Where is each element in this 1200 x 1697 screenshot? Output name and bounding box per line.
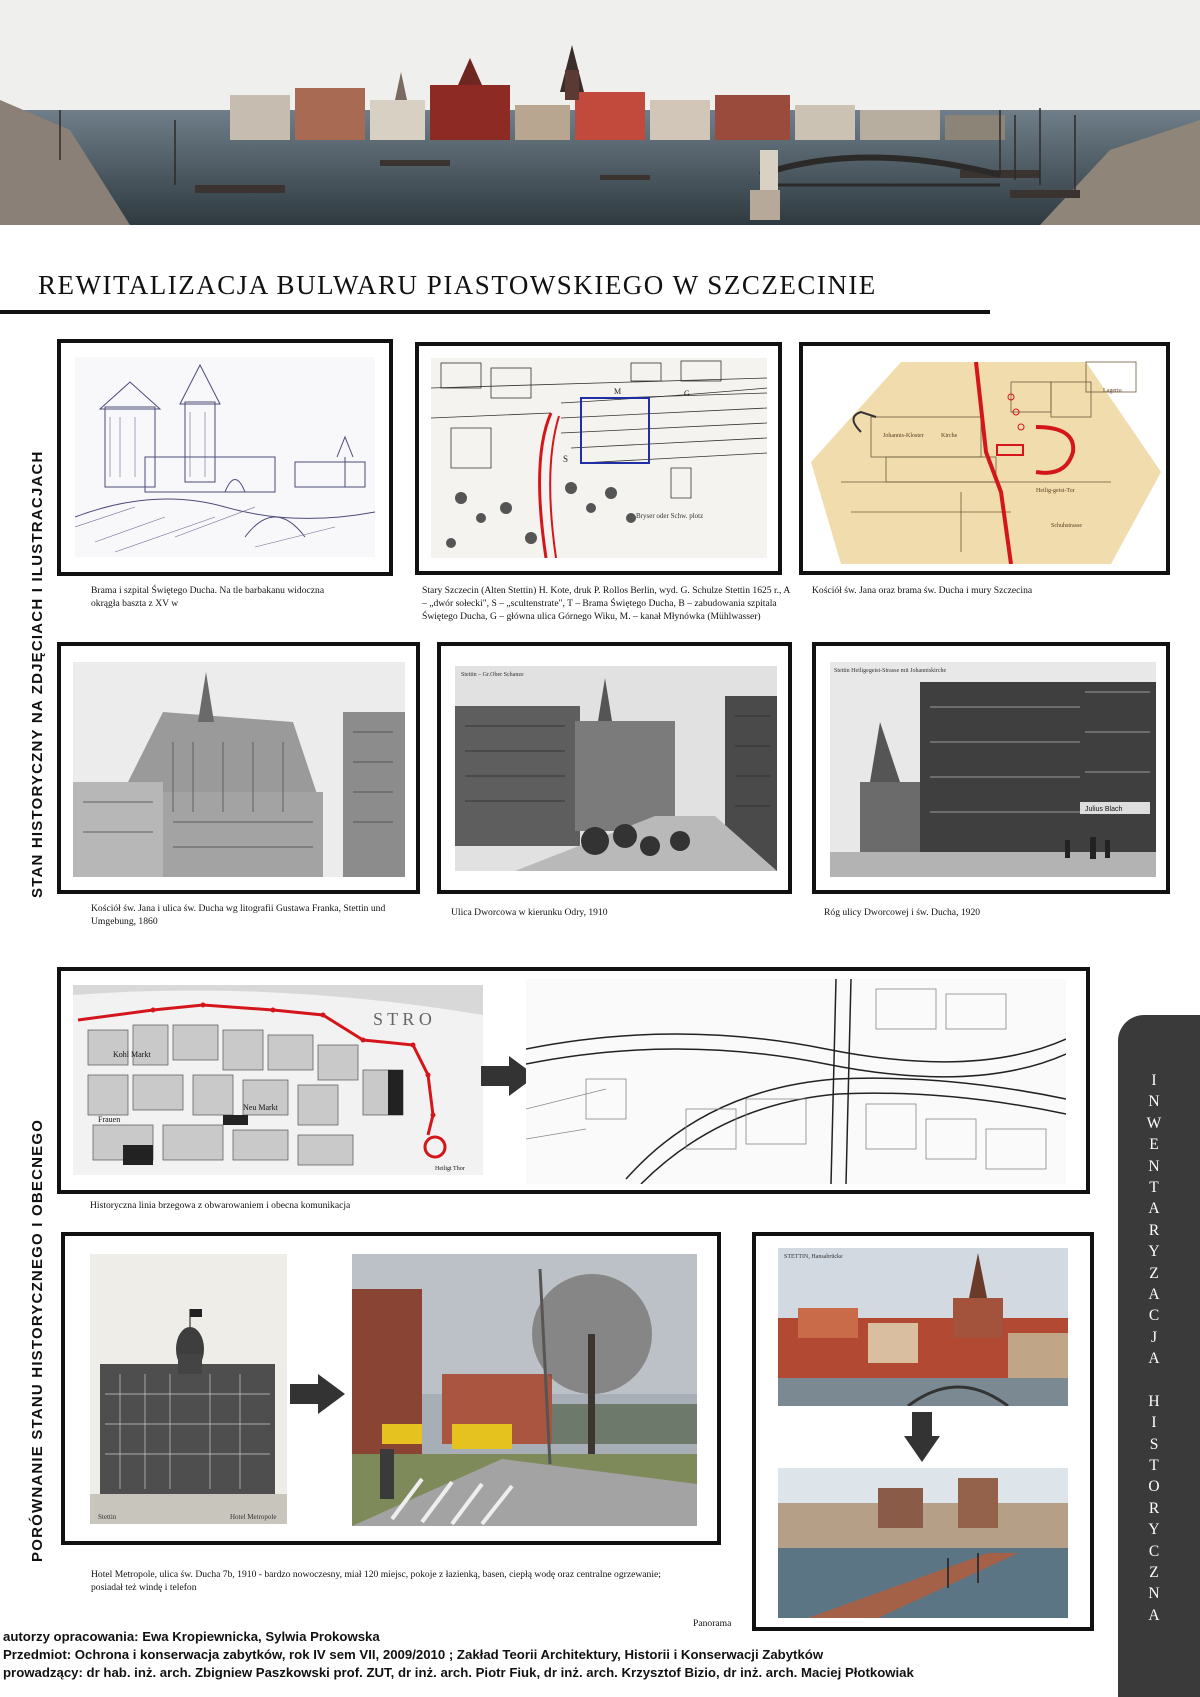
section-label-historical: STAN HISTORYCZNY NA ZDJĘCIACH I ILUSTRACJACH <box>29 450 46 898</box>
frame-shoreline-maps <box>57 967 1090 1194</box>
frame-corner-1920 <box>812 642 1170 894</box>
caption-hotel: Hotel Metropole, ulica św. Ducha 7b, 1910 - bardzo nowoczesny, miał 120 miejsc, pokoje z łazienką, basen, ciepłą wodę oraz centralne ogrzewanie; posiadał też windę i telefon <box>91 1569 661 1593</box>
frame-street-1910 <box>437 642 792 894</box>
title-underline <box>0 310 990 314</box>
frame-church-litho <box>57 642 420 894</box>
caption-street-1910: Ulica Dworcowa w kierunku Odry, 1910 <box>451 907 608 918</box>
panorama-label-hist: STETTIN, Hansabrücke <box>784 1254 843 1260</box>
church-plan-image <box>811 352 1161 564</box>
caption-old-map: Stary Szczecin (Alten Stettin) H. Kote, druk P. Rollos Berlin, wyd. G. Schulze Stettin 1625 r., A – „dwór sołecki", S – „scultenstrate", T – Brama Świętego Ducha, B – zabudowania szpitala Świętego Ducha, G – główna ulica Górnego Wiku, M. – kanał Młynówka (Mühlwasser) <box>422 585 790 622</box>
footer-authors: autorzy opracowania: Ewa Kropiewnicka, Sylwia Prokowska <box>3 1629 380 1644</box>
corner-1920-image <box>830 662 1156 877</box>
map-label-m: M <box>614 387 622 396</box>
hotel-historic-image <box>90 1254 287 1524</box>
caption-church-litho: Kościół św. Jana i ulica św. Ducha wg litografii Gustawa Franka, Stettin und Umgebung, 1860 <box>91 903 386 927</box>
plan-label-str: Schuhstrasse <box>1051 523 1082 529</box>
panorama-banner <box>0 0 1200 225</box>
hotel-label-city: Stettin <box>98 1513 117 1521</box>
page-title: REWITALIZACJA BULWARU PIASTOWSKIEGO W SZCZECINIE <box>38 270 877 300</box>
frame-church-plan <box>799 342 1170 575</box>
old-map-image <box>431 358 767 558</box>
current-map-image <box>526 979 1066 1184</box>
map-label-tor: Heiligt Thor <box>435 1166 465 1172</box>
church-litho-image <box>73 662 405 877</box>
caption-panorama: Panorama <box>693 1618 732 1629</box>
caption-corner-1920: Róg ulicy Dworcowej i św. Ducha, 1920 <box>824 907 981 918</box>
caption-gate: Brama i szpital Świętego Ducha. Na tle barbakanu widoczna okrągła baszta z XV w <box>91 585 325 609</box>
photo-label-street: Stettin – Gr.Ober Schanze <box>461 672 524 678</box>
historic-map-image <box>73 985 483 1175</box>
panorama-current-image <box>778 1468 1068 1618</box>
map-label-kohl: Kohl Markt <box>113 1050 151 1059</box>
plan-label-r: Lagerio <box>1103 388 1122 394</box>
map-label-frauen: Frauen <box>98 1115 121 1124</box>
map-label-g: G <box>684 389 690 398</box>
photo-label-corner: Stettin Heiligegeist-Strasse mit Johanniskirche <box>834 668 947 674</box>
frame-old-map <box>415 342 782 575</box>
panorama-historic-image <box>778 1248 1068 1406</box>
plan-label-kirche: Kirche <box>941 433 958 439</box>
map-label-neu: Neu Markt <box>243 1103 278 1112</box>
map-label-plot: Bryser oder Schw. plotz <box>636 512 704 520</box>
caption-shoreline: Historyczna linia brzegowa z obwarowaniem i obecna komunikacja <box>90 1200 351 1211</box>
side-tab-text: I N W E N T A R Y Z A C J A H I S T O R Y C Z N A <box>1146 1072 1162 1624</box>
arrow-down-icon <box>904 1412 940 1462</box>
plan-label-gate: Heilig-geist-Tor <box>1036 488 1075 494</box>
section-label-comparison: PORÓWNANIE STANU HISTORYCZNEGO I OBECNEGO <box>29 1118 46 1562</box>
street-1910-image <box>455 666 777 871</box>
photo-label-shop: Julius Blach <box>1085 806 1123 813</box>
caption-church-plan: Kościół św. Jana oraz brama św. Ducha i mury Szczecina <box>812 585 1033 596</box>
arrow-right-icon <box>290 1374 345 1414</box>
footer-supervisors: prowadzący: dr hab. inż. arch. Zbigniew Paszkowski prof. ZUT, dr inż. arch. Piotr Fiuk, dr inż. arch. Krzysztof Bizio, dr inż. arch. Maciej Płotkowiak <box>3 1665 914 1680</box>
map-label-stro: S T R O <box>373 1009 432 1029</box>
hotel-current-image <box>352 1254 697 1526</box>
hotel-label-name: Hotel Metropole <box>230 1513 277 1521</box>
map-label-s: S <box>563 454 569 464</box>
footer-course: Przedmiot: Ochrona i konserwacja zabytków, rok IV sem VII, 2009/2010 ; Zakład Teorii Architektury, Historii i Konserwacji Zabytków <box>3 1647 824 1662</box>
frame-gate-sketch <box>57 339 393 576</box>
frame-hotel-metropole <box>61 1232 721 1545</box>
gate-sketch-image <box>75 357 375 557</box>
frame-panorama-compare <box>752 1232 1094 1631</box>
plan-label-kloster: Johannis-Kloster <box>883 433 924 439</box>
